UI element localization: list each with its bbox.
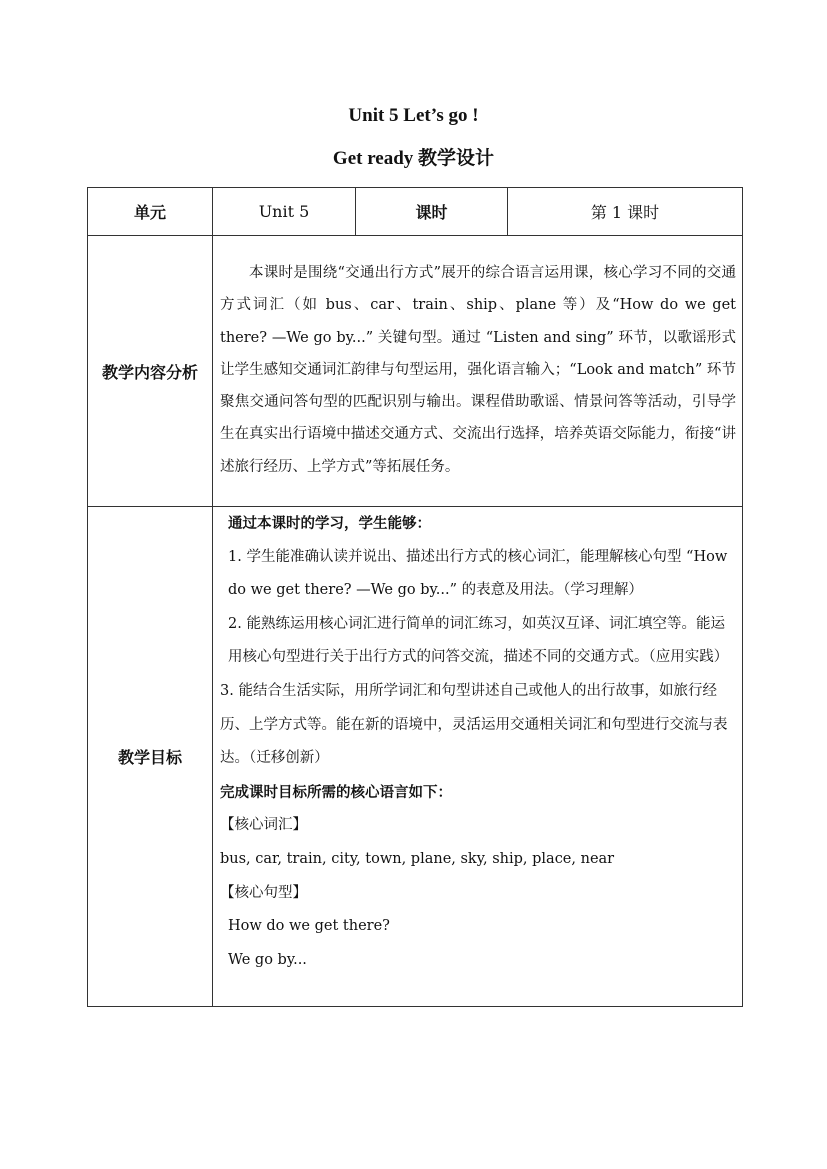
goal-item-1: 1. 学生能准确认读并说出、描述出行方式的核心词汇，能理解核心句型 “How do we get there? —We go by...” 的表意及用法。（学习理解） <box>228 548 728 599</box>
period-label: 课时 <box>356 188 508 236</box>
lesson-plan-table <box>87 187 743 1007</box>
document-subtitle: Get ready 教学设计 <box>332 148 495 169</box>
sentence-2: We go by... <box>228 951 307 968</box>
goals-label: 教学目标 <box>88 507 213 1007</box>
sentence-label: 【核心句型】 <box>220 884 307 901</box>
period-value: 第 1 课时 <box>508 188 743 236</box>
goal-item-3: 3. 能结合生活实际，用所学词汇和句型讲述自己或他人的出行故事，如旅行经历、上学方式等。能在新的语境中，灵活运用交通相关词汇和句型进行交流与表达。（迁移创新） <box>220 682 728 767</box>
analysis-row <box>88 236 743 507</box>
vocab-list: bus, car, train, city, town, plane, sky, ship, place, near <box>220 850 615 867</box>
sentence-1: How do we get there? <box>228 918 390 935</box>
analysis-content <box>213 236 743 507</box>
goal-item-2: 2. 能熟练运用核心词汇进行简单的词汇练习，如英汉互译、词汇填空等。能运用核心句型进行关于出行方式的问答交流，描述不同的交通方式。（应用实践） <box>228 615 729 666</box>
unit-value: Unit 5 <box>213 188 356 236</box>
core-language-intro: 完成课时目标所需的核心语言如下： <box>220 783 452 801</box>
goals-content <box>213 507 743 1007</box>
document-title: Unit 5 Let’s go ! <box>348 105 479 126</box>
goals-row <box>88 507 743 1007</box>
vocab-label: 【核心词汇】 <box>220 817 307 834</box>
unit-label: 单元 <box>88 188 213 236</box>
goals-intro: 通过本课时的学习，学生能够： <box>228 515 431 532</box>
analysis-label: 教学内容分析 <box>88 236 213 507</box>
header-row <box>88 188 743 236</box>
analysis-text: 本课时是围绕“交通出行方式”展开的综合语言运用课，核心学习不同的交通方式词汇（如 bus、car、train、ship、plane 等）及“How do we get there? —We go by...” 关键句型。通过 “Listen and sing” 环节，以歌谣形式让学生感知交通词汇韵律与句型运用，强化语言输入；“Look and match” 环节聚焦交通问答句型的匹配识别与输出。课程借助歌谣、情景问答等活动，引导学生在真实出行语境中描述交通方式、交流出行选择，培养英语交际能力，衔接“讲述旅行经历、上学方式”等拓展任务。 <box>220 265 736 475</box>
